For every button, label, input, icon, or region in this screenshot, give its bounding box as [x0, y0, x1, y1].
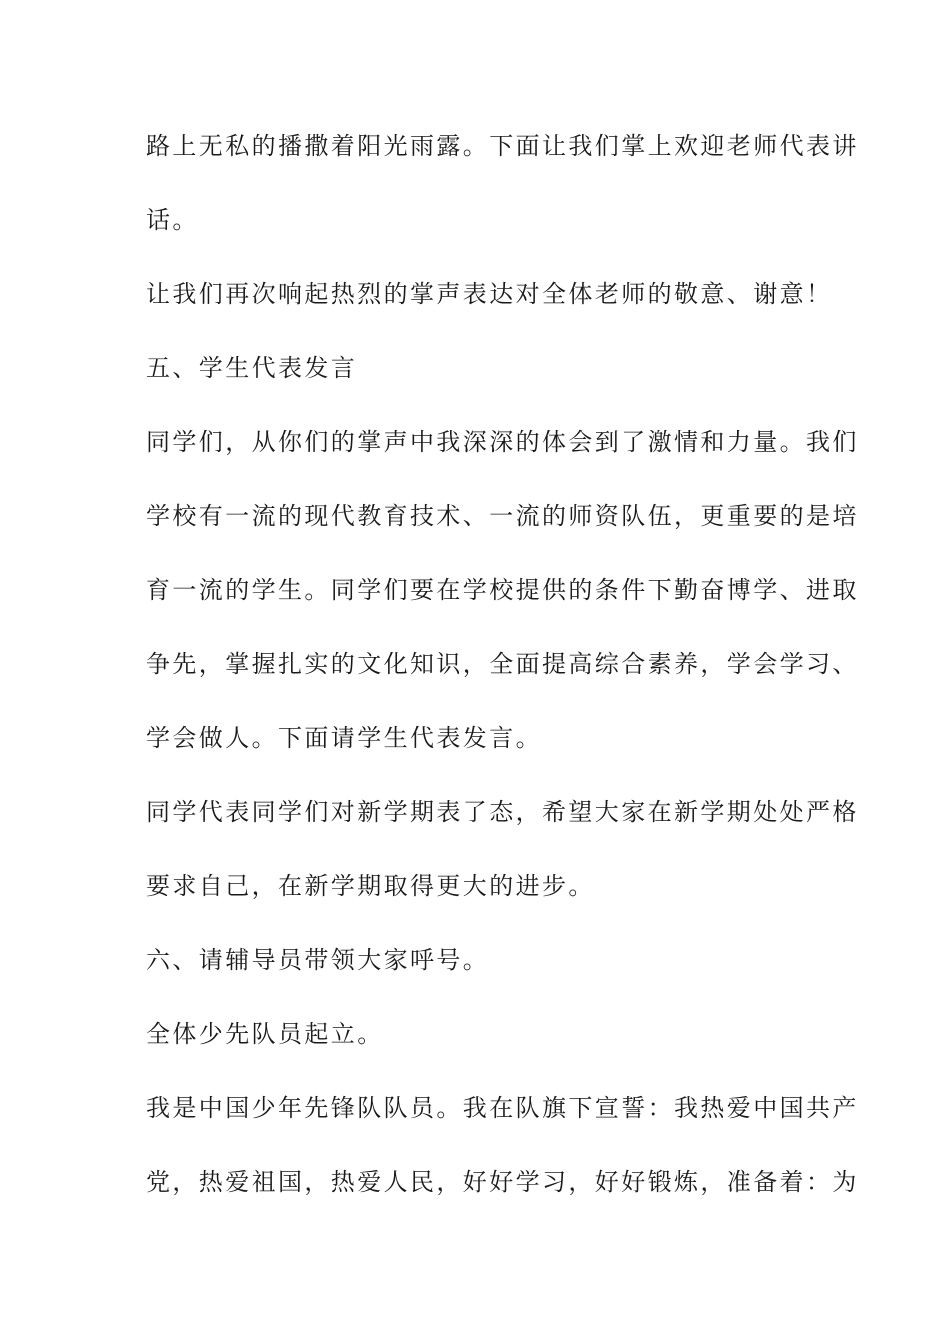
text-line: 路上无私的播撒着阳光雨露。下面让我们掌上欢迎老师代表讲 — [146, 132, 859, 160]
text-line: 话。 — [146, 206, 199, 234]
text-line: 争先，掌握扎实的文化知识，全面提高综合素养，学会学习、 — [146, 650, 859, 678]
section-heading: 五、学生代表发言 — [146, 354, 358, 382]
text-line: 育一流的学生。同学们要在学校提供的条件下勤奋博学、进取 — [146, 576, 859, 604]
text-line: 我是中国少年先锋队队员。我在队旗下宣誓：我热爱中国共产 — [146, 1094, 859, 1122]
text-line: 让我们再次响起热烈的掌声表达对全体老师的敬意、谢意！ — [146, 280, 833, 308]
text-line: 党，热爱祖国，热爱人民，好好学习，好好锻炼，准备着：为 — [146, 1168, 859, 1196]
text-line: 学会做人。下面请学生代表发言。 — [146, 724, 542, 752]
text-line: 要求自己，在新学期取得更大的进步。 — [146, 872, 595, 900]
text-line: 同学代表同学们对新学期表了态，希望大家在新学期处处严格 — [146, 798, 859, 826]
section-heading: 六、请辅导员带领大家呼号。 — [146, 946, 490, 974]
text-line: 学校有一流的现代教育技术、一流的师资队伍，更重要的是培 — [146, 502, 859, 530]
text-line: 全体少先队员起立。 — [146, 1020, 384, 1048]
document-body — [146, 128, 859, 1201]
text-line: 同学们，从你们的掌声中我深深的体会到了激情和力量。我们 — [146, 428, 859, 456]
